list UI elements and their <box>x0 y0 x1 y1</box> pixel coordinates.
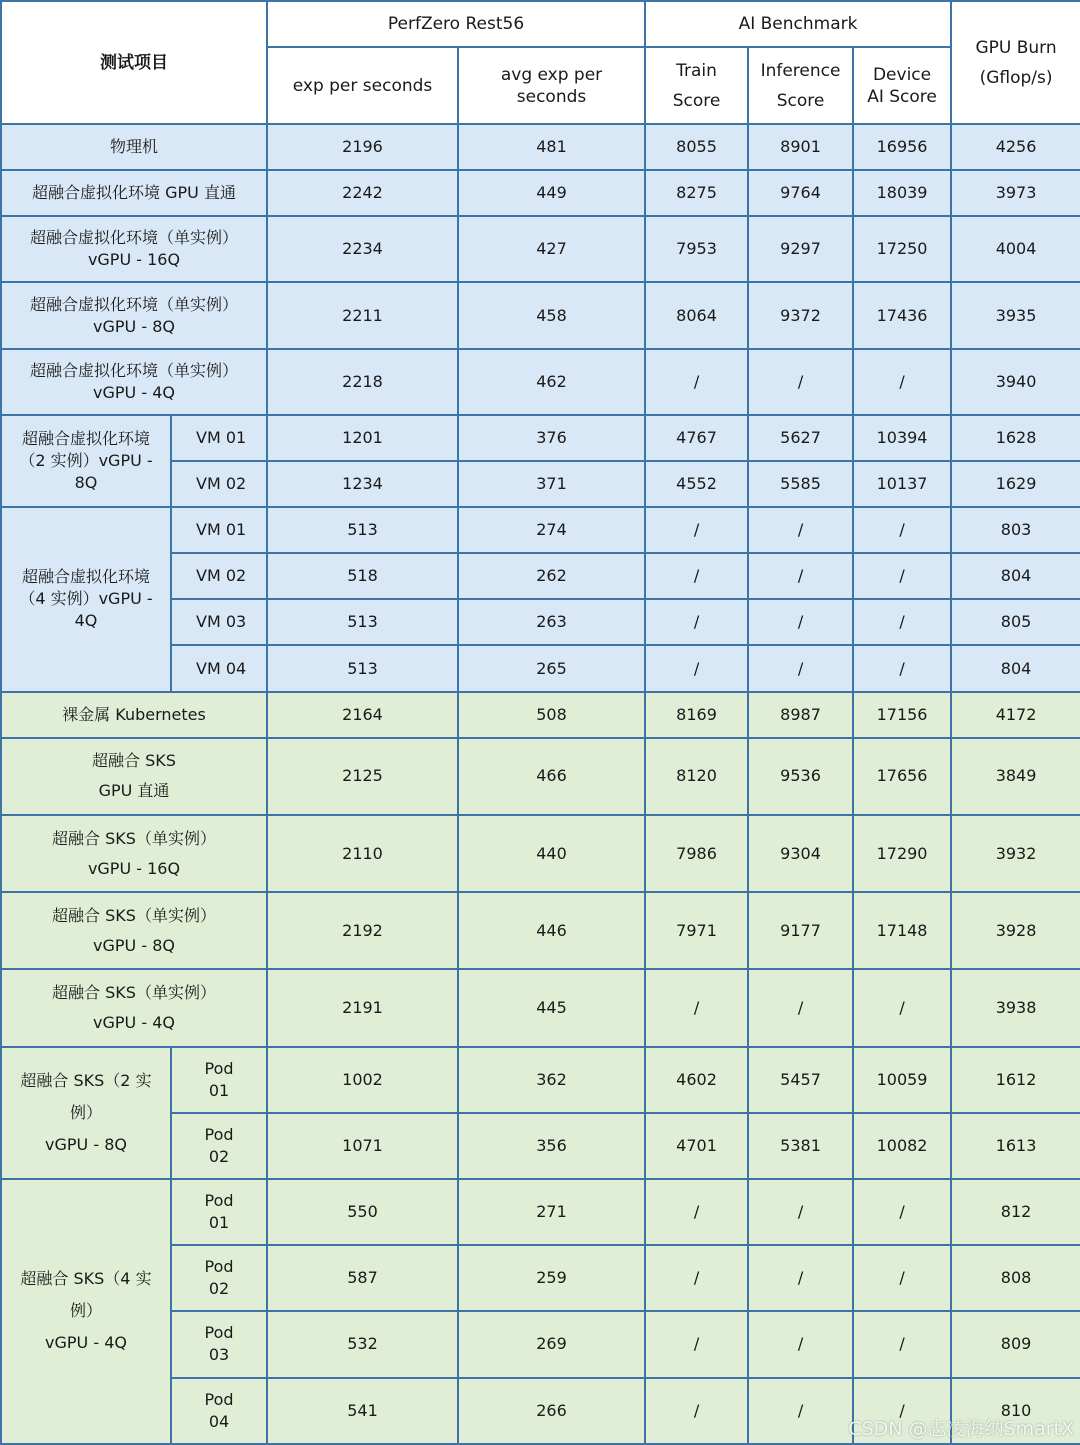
table-row <box>1 507 1080 553</box>
gpu-burn-cell: 809 <box>951 1311 1080 1377</box>
table-row <box>1 282 1080 348</box>
exp-per-seconds-cell: 587 <box>267 1245 458 1311</box>
header-perfzero-group: PerfZero Rest56 <box>267 1 645 47</box>
table-row <box>1 969 1080 1046</box>
inference-score-cell: / <box>748 1311 853 1377</box>
train-score-cell: / <box>645 645 748 691</box>
gpu-burn-cell: 3940 <box>951 349 1080 415</box>
table-row <box>1 692 1080 738</box>
exp-per-seconds-cell: 513 <box>267 507 458 553</box>
train-score-cell: / <box>645 507 748 553</box>
exp-per-seconds-cell: 2192 <box>267 892 458 969</box>
exp-per-seconds-cell: 2218 <box>267 349 458 415</box>
gpu-burn-cell: 808 <box>951 1245 1080 1311</box>
train-score-cell: 8169 <box>645 692 748 738</box>
table-body <box>1 124 1080 1444</box>
inference-score-cell: 5627 <box>748 415 853 461</box>
avg-exp-per-seconds-cell: 440 <box>458 815 645 892</box>
sub-label: VM 01 <box>171 507 267 553</box>
sub-label: VM 02 <box>171 553 267 599</box>
device-ai-score-cell: 16956 <box>853 124 951 170</box>
inference-score-cell: 9372 <box>748 282 853 348</box>
row-label: 物理机 <box>1 124 267 170</box>
train-score-cell: 8120 <box>645 738 748 815</box>
gpu-burn-cell: 3935 <box>951 282 1080 348</box>
train-score-cell: 7986 <box>645 815 748 892</box>
header-ai-benchmark-group: AI Benchmark <box>645 1 951 47</box>
exp-per-seconds-cell: 2234 <box>267 216 458 282</box>
avg-exp-per-seconds-cell: 259 <box>458 1245 645 1311</box>
gpu-burn-cell: 1612 <box>951 1047 1080 1113</box>
sub-label: VM 02 <box>171 461 267 507</box>
device-ai-score-cell: 17656 <box>853 738 951 815</box>
exp-per-seconds-cell: 2211 <box>267 282 458 348</box>
inference-score-cell: 5381 <box>748 1113 853 1179</box>
row-label: 超融合虚拟化环境 GPU 直通 <box>1 170 267 216</box>
gpu-burn-cell: 1628 <box>951 415 1080 461</box>
sub-label: VM 03 <box>171 599 267 645</box>
avg-exp-per-seconds-cell: 362 <box>458 1047 645 1113</box>
device-ai-score-cell: 10082 <box>853 1113 951 1179</box>
exp-per-seconds-cell: 541 <box>267 1378 458 1445</box>
inference-score-cell: 8987 <box>748 692 853 738</box>
exp-per-seconds-cell: 518 <box>267 553 458 599</box>
exp-per-seconds-cell: 2196 <box>267 124 458 170</box>
exp-per-seconds-cell: 2242 <box>267 170 458 216</box>
inference-score-cell: / <box>748 349 853 415</box>
sub-label: Pod 04 <box>171 1378 267 1445</box>
inference-score-cell: / <box>748 553 853 599</box>
train-score-cell: / <box>645 349 748 415</box>
avg-exp-per-seconds-cell: 265 <box>458 645 645 691</box>
train-score-cell: 4552 <box>645 461 748 507</box>
device-ai-score-cell: / <box>853 599 951 645</box>
device-ai-score-cell: / <box>853 1245 951 1311</box>
avg-exp-per-seconds-cell: 269 <box>458 1311 645 1377</box>
exp-per-seconds-cell: 1071 <box>267 1113 458 1179</box>
sub-label: Pod 02 <box>171 1113 267 1179</box>
gpu-burn-cell: 804 <box>951 553 1080 599</box>
header-gpu-burn: GPU Burn (Gflop/s) <box>951 1 1080 124</box>
inference-score-cell: / <box>748 1378 853 1445</box>
train-score-cell: 4602 <box>645 1047 748 1113</box>
avg-exp-per-seconds-cell: 462 <box>458 349 645 415</box>
row-label: 超融合 SKS（单实例） vGPU - 8Q <box>1 892 267 969</box>
device-ai-score-cell: 10394 <box>853 415 951 461</box>
exp-per-seconds-cell: 2164 <box>267 692 458 738</box>
avg-exp-per-seconds-cell: 266 <box>458 1378 645 1445</box>
row-label: 超融合虚拟化环境（单实例） vGPU - 8Q <box>1 282 267 348</box>
train-score-cell: / <box>645 1245 748 1311</box>
device-ai-score-cell: / <box>853 507 951 553</box>
avg-exp-per-seconds-cell: 376 <box>458 415 645 461</box>
sub-label: Pod 01 <box>171 1179 267 1245</box>
device-ai-score-cell: / <box>853 969 951 1046</box>
row-label: 超融合虚拟化环境（单实例） vGPU - 16Q <box>1 216 267 282</box>
gpu-burn-cell: 4172 <box>951 692 1080 738</box>
group-label: 超融合 SKS（4 实例） vGPU - 4Q <box>1 1179 171 1444</box>
exp-per-seconds-cell: 513 <box>267 645 458 691</box>
header-device-ai-score: Device AI Score <box>853 47 951 124</box>
csdn-watermark: CSDN @志凌海纳SmartX <box>848 1418 1074 1440</box>
inference-score-cell: / <box>748 645 853 691</box>
sub-label: VM 01 <box>171 415 267 461</box>
gpu-burn-cell: 1613 <box>951 1113 1080 1179</box>
avg-exp-per-seconds-cell: 458 <box>458 282 645 348</box>
inference-score-cell: 9297 <box>748 216 853 282</box>
train-score-cell: 8064 <box>645 282 748 348</box>
exp-per-seconds-cell: 513 <box>267 599 458 645</box>
train-score-cell: 7971 <box>645 892 748 969</box>
inference-score-cell: 5585 <box>748 461 853 507</box>
gpu-burn-cell: 804 <box>951 645 1080 691</box>
gpu-burn-cell: 3938 <box>951 969 1080 1046</box>
inference-score-cell: / <box>748 599 853 645</box>
inference-score-cell: / <box>748 1245 853 1311</box>
exp-per-seconds-cell: 2191 <box>267 969 458 1046</box>
gpu-burn-cell: 810 <box>951 1378 1080 1445</box>
avg-exp-per-seconds-cell: 427 <box>458 216 645 282</box>
avg-exp-per-seconds-cell: 356 <box>458 1113 645 1179</box>
train-score-cell: / <box>645 969 748 1046</box>
row-label: 超融合 SKS（单实例） vGPU - 4Q <box>1 969 267 1046</box>
avg-exp-per-seconds-cell: 263 <box>458 599 645 645</box>
group-label: 超融合虚拟化环境 （4 实例）vGPU - 4Q <box>1 507 171 692</box>
sub-label: Pod 03 <box>171 1311 267 1377</box>
device-ai-score-cell: / <box>853 553 951 599</box>
table-row <box>1 349 1080 415</box>
inference-score-cell: 8901 <box>748 124 853 170</box>
avg-exp-per-seconds-cell: 445 <box>458 969 645 1046</box>
gpu-burn-cell: 4256 <box>951 124 1080 170</box>
avg-exp-per-seconds-cell: 508 <box>458 692 645 738</box>
inference-score-cell: / <box>748 507 853 553</box>
avg-exp-per-seconds-cell: 274 <box>458 507 645 553</box>
avg-exp-per-seconds-cell: 449 <box>458 170 645 216</box>
device-ai-score-cell: 17290 <box>853 815 951 892</box>
gpu-burn-cell: 1629 <box>951 461 1080 507</box>
sub-label: VM 04 <box>171 645 267 691</box>
header-test-item: 测试项目 <box>1 1 267 124</box>
sub-label: Pod 02 <box>171 1245 267 1311</box>
inference-score-cell: 9536 <box>748 738 853 815</box>
avg-exp-per-seconds-cell: 262 <box>458 553 645 599</box>
train-score-cell: 7953 <box>645 216 748 282</box>
exp-per-seconds-cell: 2110 <box>267 815 458 892</box>
exp-per-seconds-cell: 1002 <box>267 1047 458 1113</box>
inference-score-cell: 9764 <box>748 170 853 216</box>
device-ai-score-cell: / <box>853 349 951 415</box>
train-score-cell: / <box>645 1378 748 1445</box>
inference-score-cell: / <box>748 1179 853 1245</box>
header-train-score: Train Score <box>645 47 748 124</box>
inference-score-cell: / <box>748 969 853 1046</box>
device-ai-score-cell: 17156 <box>853 692 951 738</box>
avg-exp-per-seconds-cell: 446 <box>458 892 645 969</box>
row-label: 裸金属 Kubernetes <box>1 692 267 738</box>
gpu-burn-cell: 3849 <box>951 738 1080 815</box>
row-label: 超融合 SKS GPU 直通 <box>1 738 267 815</box>
inference-score-cell: 5457 <box>748 1047 853 1113</box>
device-ai-score-cell: 10137 <box>853 461 951 507</box>
device-ai-score-cell: 18039 <box>853 170 951 216</box>
device-ai-score-cell: 17436 <box>853 282 951 348</box>
train-score-cell: / <box>645 599 748 645</box>
gpu-burn-cell: 4004 <box>951 216 1080 282</box>
exp-per-seconds-cell: 532 <box>267 1311 458 1377</box>
exp-per-seconds-cell: 1201 <box>267 415 458 461</box>
table-row <box>1 815 1080 892</box>
group-label: 超融合虚拟化环境 （2 实例）vGPU - 8Q <box>1 415 171 507</box>
gpu-burn-cell: 3932 <box>951 815 1080 892</box>
device-ai-score-cell: / <box>853 645 951 691</box>
train-score-cell: / <box>645 1179 748 1245</box>
device-ai-score-cell: 17250 <box>853 216 951 282</box>
train-score-cell: 8275 <box>645 170 748 216</box>
gpu-burn-cell: 3928 <box>951 892 1080 969</box>
device-ai-score-cell: / <box>853 1378 951 1445</box>
table-row <box>1 170 1080 216</box>
inference-score-cell: 9304 <box>748 815 853 892</box>
row-label: 超融合 SKS（单实例） vGPU - 16Q <box>1 815 267 892</box>
exp-per-seconds-cell: 2125 <box>267 738 458 815</box>
gpu-burn-cell: 812 <box>951 1179 1080 1245</box>
table-row <box>1 1047 1080 1113</box>
train-score-cell: / <box>645 1311 748 1377</box>
gpu-burn-cell: 3973 <box>951 170 1080 216</box>
train-score-cell: 4767 <box>645 415 748 461</box>
gpu-burn-cell: 803 <box>951 507 1080 553</box>
avg-exp-per-seconds-cell: 466 <box>458 738 645 815</box>
train-score-cell: / <box>645 553 748 599</box>
table-row <box>1 1179 1080 1245</box>
header-exp-per-seconds: exp per seconds <box>267 47 458 124</box>
device-ai-score-cell: 17148 <box>853 892 951 969</box>
table-row <box>1 892 1080 969</box>
gpu-burn-cell: 805 <box>951 599 1080 645</box>
header-inference-score: Inference Score <box>748 47 853 124</box>
avg-exp-per-seconds-cell: 371 <box>458 461 645 507</box>
avg-exp-per-seconds-cell: 481 <box>458 124 645 170</box>
table-row <box>1 415 1080 461</box>
device-ai-score-cell: / <box>853 1179 951 1245</box>
exp-per-seconds-cell: 1234 <box>267 461 458 507</box>
avg-exp-per-seconds-cell: 271 <box>458 1179 645 1245</box>
sub-label: Pod 01 <box>171 1047 267 1113</box>
exp-per-seconds-cell: 550 <box>267 1179 458 1245</box>
table-row <box>1 738 1080 815</box>
group-label: 超融合 SKS（2 实例） vGPU - 8Q <box>1 1047 171 1179</box>
table-row <box>1 216 1080 282</box>
device-ai-score-cell: / <box>853 1311 951 1377</box>
row-label: 超融合虚拟化环境（单实例） vGPU - 4Q <box>1 349 267 415</box>
table-row <box>1 124 1080 170</box>
train-score-cell: 4701 <box>645 1113 748 1179</box>
header-avg-exp-per-seconds: avg exp per seconds <box>458 47 645 124</box>
inference-score-cell: 9177 <box>748 892 853 969</box>
train-score-cell: 8055 <box>645 124 748 170</box>
device-ai-score-cell: 10059 <box>853 1047 951 1113</box>
